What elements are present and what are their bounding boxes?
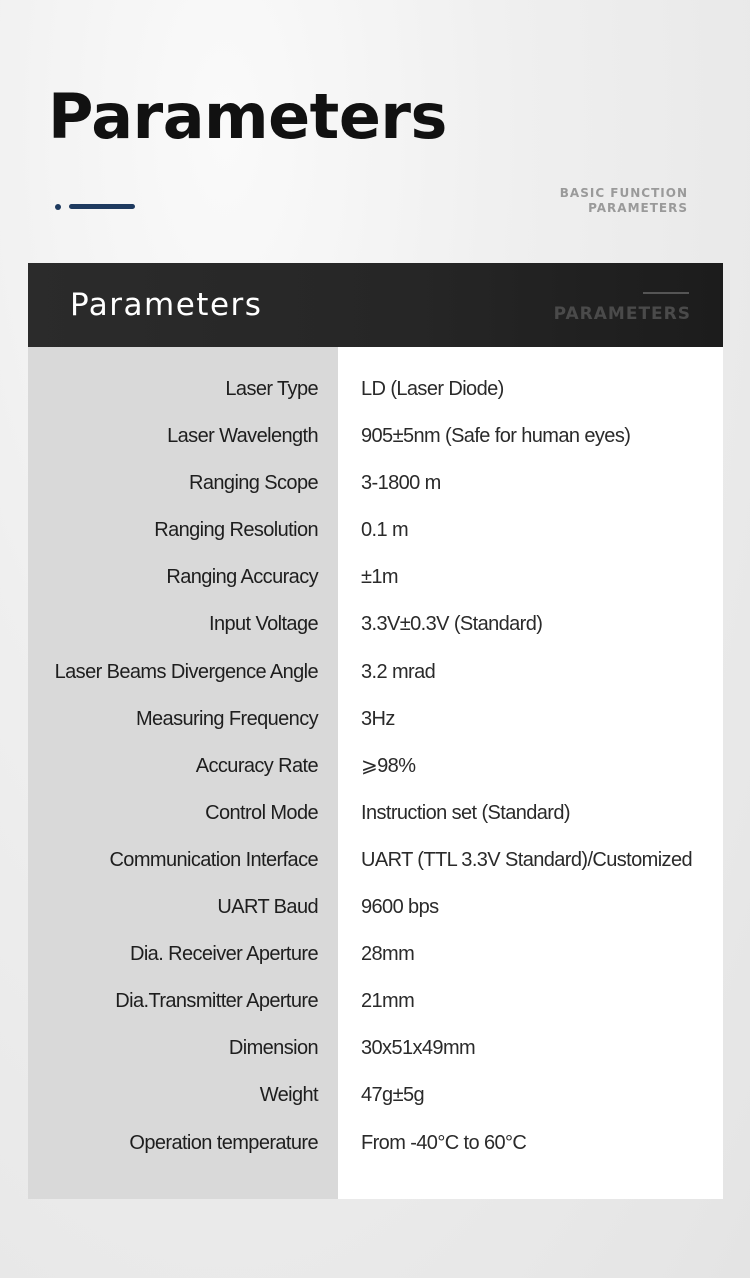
parameter-label: Laser Beams Divergence Angle (54, 660, 318, 683)
parameter-row (28, 1024, 723, 1071)
parameter-label: Laser Wavelength (167, 425, 318, 448)
parameter-label: Weight (259, 1084, 318, 1107)
parameter-label: Operation temperature (129, 1131, 318, 1154)
parameter-value: 30x51x49mm (361, 1037, 476, 1060)
parameter-value: 28mm (361, 943, 415, 966)
parameter-label: Dia.Transmitter Aperture (115, 990, 318, 1013)
parameter-label: Communication Interface (109, 848, 318, 871)
parameter-row (28, 789, 723, 836)
parameter-row (28, 459, 723, 506)
parameter-row (28, 412, 723, 459)
page-subtitle (560, 186, 688, 216)
parameter-label: Input Voltage (209, 613, 318, 636)
parameter-value: 9600 bps (361, 896, 439, 919)
parameter-label: Control Mode (205, 801, 318, 824)
page-subtitle-line-2: PARAMETERS (588, 201, 688, 215)
parameter-row (28, 648, 723, 695)
card-subtitle: PARAMETERS (553, 304, 691, 324)
parameter-row (28, 977, 723, 1024)
parameter-label: Ranging Resolution (154, 519, 318, 542)
parameter-label: Ranging Scope (189, 472, 318, 495)
parameters-table (28, 365, 723, 1166)
parameter-label: Dimension (228, 1037, 318, 1060)
page-title: Parameters (48, 80, 447, 153)
parameter-row (28, 1119, 723, 1166)
parameter-value: From -40°C to 60°C (361, 1131, 527, 1154)
parameters-card (28, 263, 723, 1199)
parameter-row (28, 836, 723, 883)
page-subtitle-line-1: BASIC FUNCTION (559, 186, 688, 200)
parameter-label: Accuracy Rate (195, 754, 318, 777)
parameter-label: Ranging Accuracy (166, 566, 318, 589)
parameter-label: Measuring Frequency (135, 707, 318, 730)
parameter-row (28, 365, 723, 412)
parameter-row (28, 506, 723, 553)
parameter-value: ±1m (361, 566, 398, 589)
parameter-row (28, 553, 723, 600)
parameter-value: Instruction set (Standard) (361, 801, 570, 824)
parameter-value: 905±5nm (Safe for human eyes) (361, 425, 631, 448)
parameter-label: Laser Type (225, 378, 318, 400)
parameter-label: Dia. Receiver Aperture (129, 943, 318, 966)
parameter-value: 3.2 mrad (361, 660, 436, 683)
accent-line (69, 204, 135, 209)
card-title: Parameters (70, 287, 263, 323)
parameter-value: ⩾98% (361, 754, 416, 777)
parameter-value: LD (Laser Diode) (361, 378, 504, 400)
parameter-value: 47g±5g (361, 1084, 424, 1107)
parameter-row (28, 1071, 723, 1118)
parameter-row (28, 742, 723, 789)
parameter-value: UART (TTL 3.3V Standard)/Customized (361, 848, 692, 871)
parameter-row (28, 695, 723, 742)
parameter-value: 3-1800 m (361, 472, 441, 495)
card-subtitle-divider (643, 292, 689, 294)
parameter-label: UART Baud (217, 896, 318, 919)
card-header (28, 263, 723, 347)
parameter-value: 0.1 m (361, 519, 409, 542)
parameter-row (28, 930, 723, 977)
parameter-value: 3.3V±0.3V (Standard) (361, 613, 543, 636)
accent-dot (55, 204, 61, 210)
parameter-row (28, 600, 723, 647)
parameter-value: 21mm (361, 990, 415, 1013)
parameter-row (28, 883, 723, 930)
parameter-value: 3Hz (361, 707, 395, 730)
